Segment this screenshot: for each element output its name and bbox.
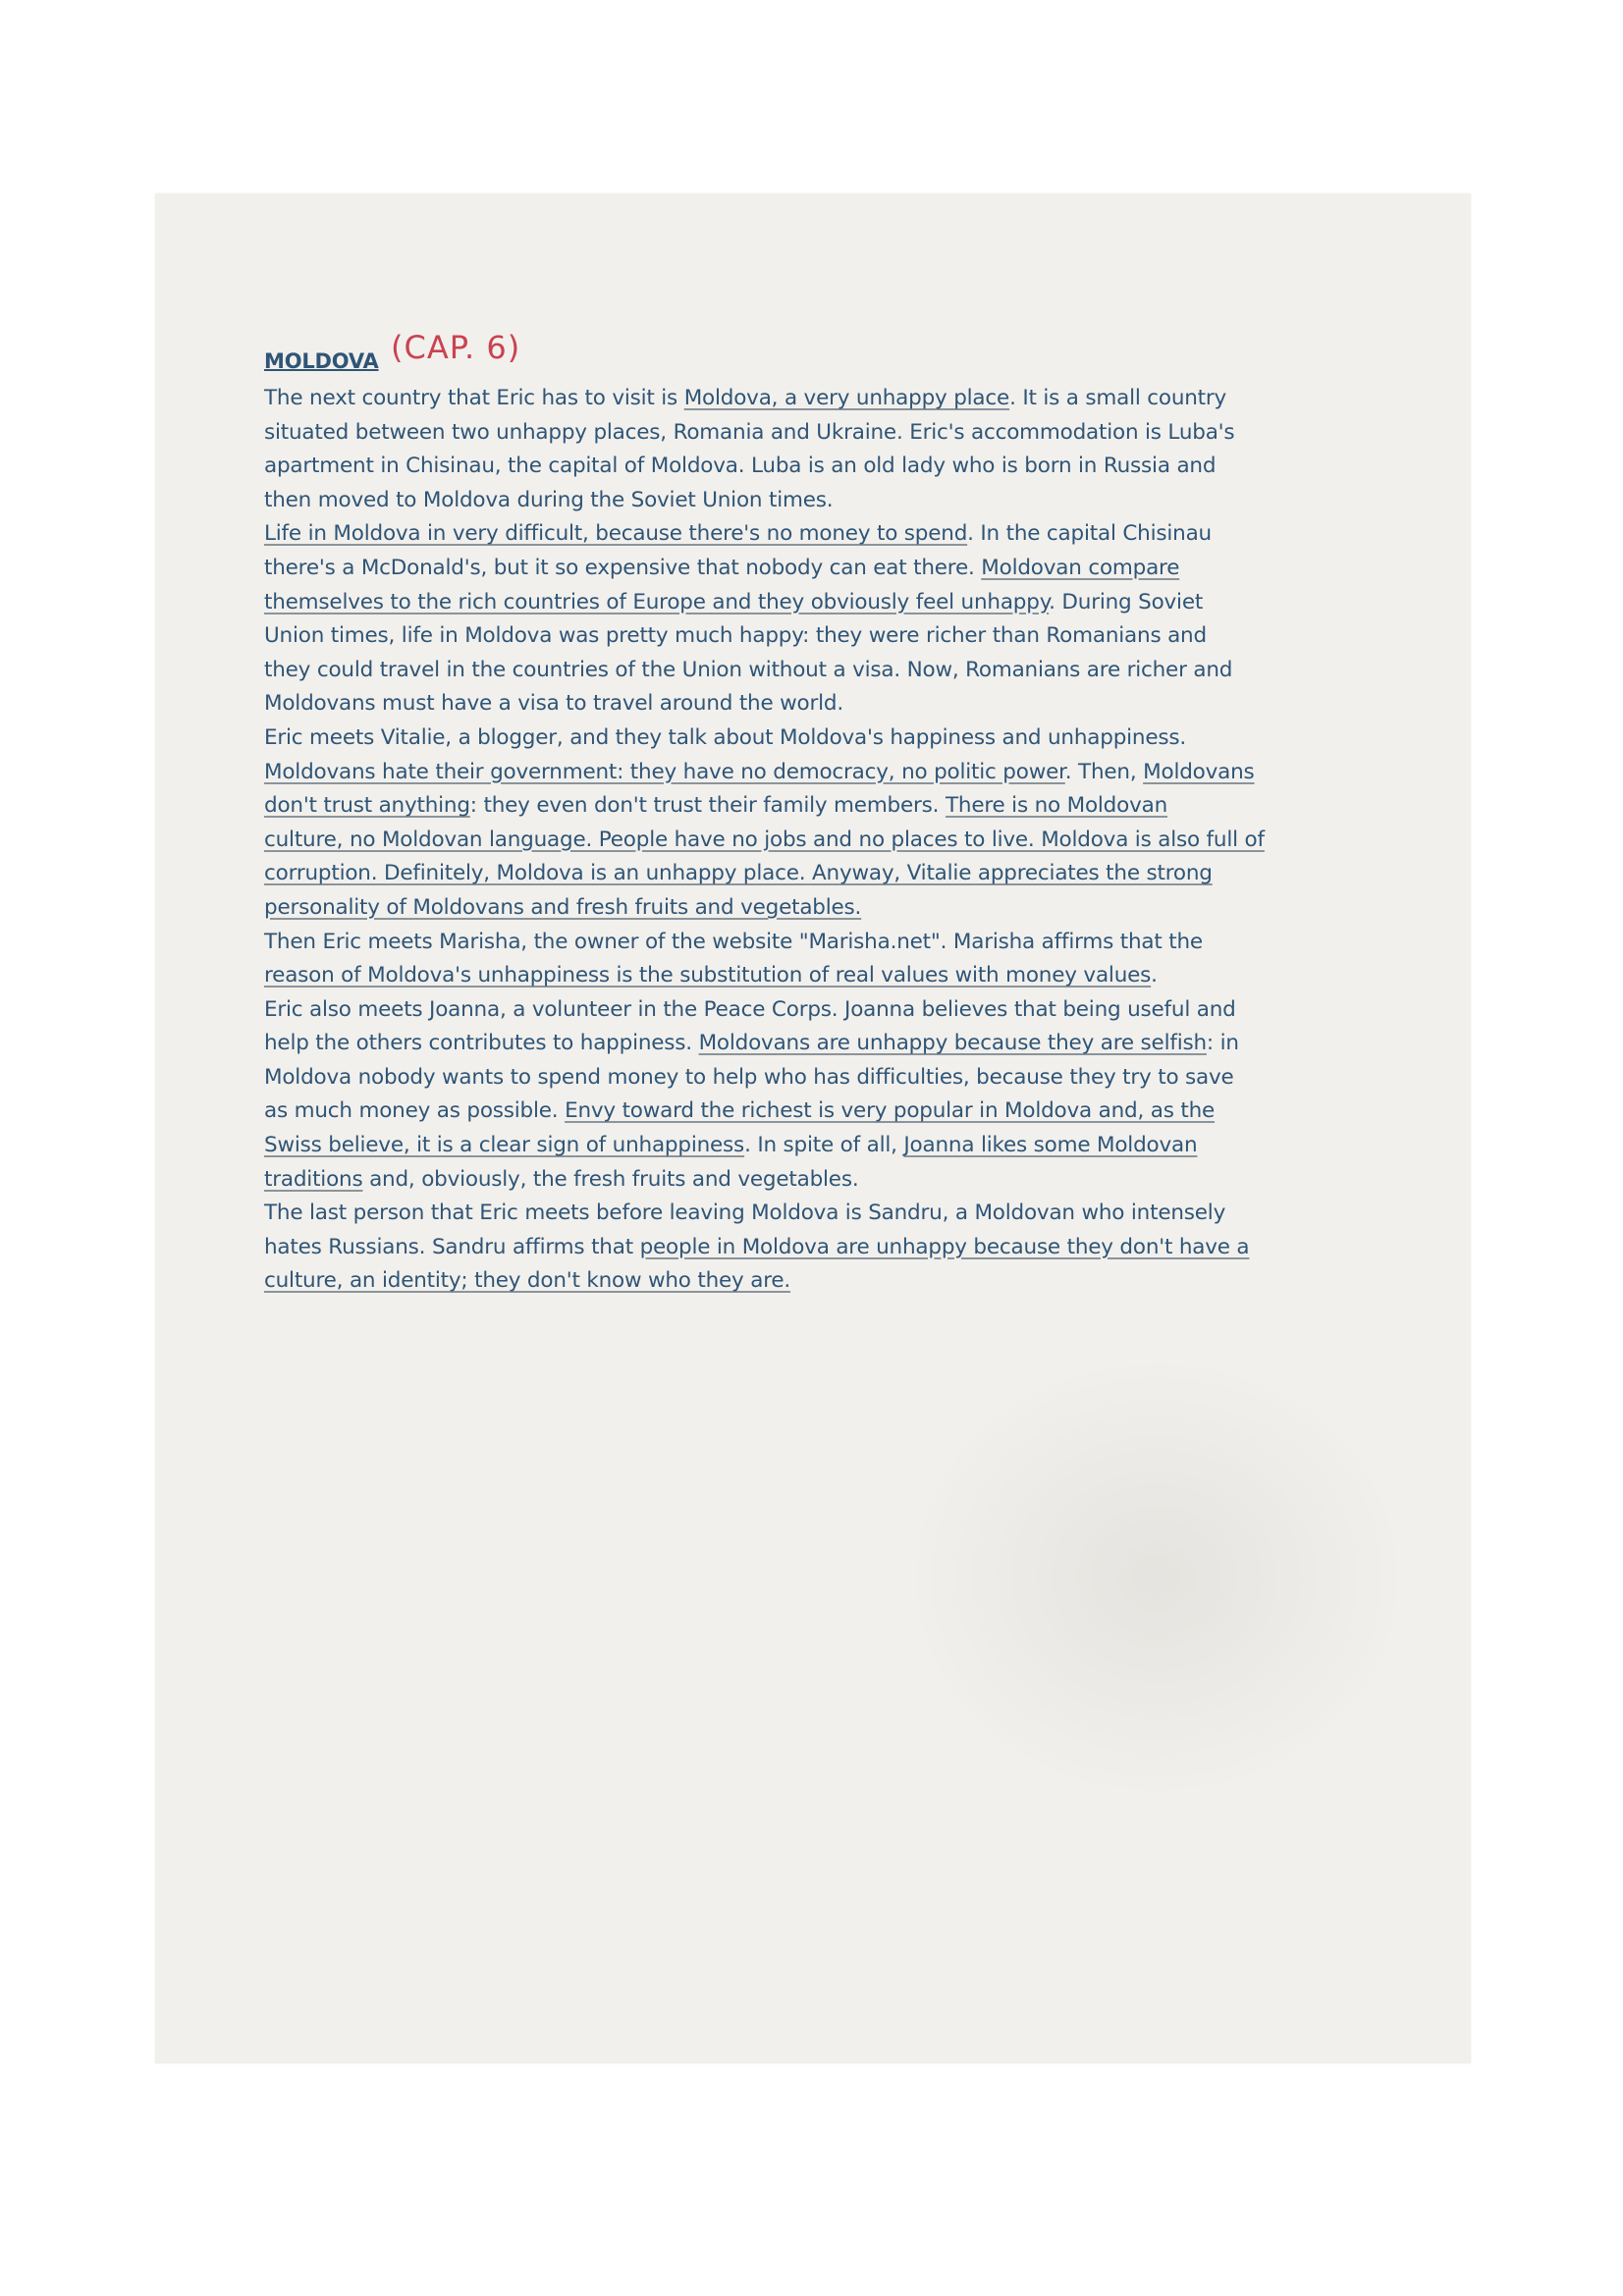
text-segment: Union times, life in Moldova was pretty much happy: they were richer than Romanians and (264, 623, 1207, 649)
text-segment: apartment in Chisinau, the capital of Moldova. Luba is an old lady who is born in Russia and (264, 454, 1217, 479)
text-line (264, 1264, 1471, 1299)
text-segment: they could travel in the countries of the Union without a visa. Now, Romanians are richer and (264, 657, 1233, 682)
text-segment: Moldovans must have a visa to travel around the world. (264, 691, 843, 717)
underlined-text: people in Moldova are unhappy because they don't have a (639, 1234, 1250, 1259)
text-line (264, 959, 1471, 993)
text-segment: : in (1206, 1031, 1239, 1056)
underlined-text: themselves to the rich countries of Europe and they obviously feel unhappy (264, 589, 1050, 614)
underlined-text: culture, an identity; they don't know who they are. (264, 1268, 791, 1294)
underlined-text: Moldovans hate their government: they have no democracy, no politic power (264, 759, 1065, 784)
underlined-text: Envy toward the richest is very popular in Moldova and, as the (565, 1098, 1216, 1124)
document-body (264, 329, 1471, 1299)
underlined-text: don't trust anything (264, 793, 470, 819)
text-line (264, 517, 1471, 552)
text-segment: : they even don't trust their family members. (469, 793, 946, 819)
underlined-text: Moldovan compare (981, 555, 1180, 580)
underlined-text: Life in Moldova in very difficult, because there's no money to spend (264, 521, 968, 547)
text-line (264, 824, 1471, 858)
text-line (264, 552, 1471, 586)
scanned-page (155, 193, 1471, 2063)
text-line (264, 654, 1471, 688)
underlined-text: Moldova, a very unhappy place (683, 386, 1010, 410)
text-line (264, 416, 1471, 451)
text-line (264, 721, 1471, 756)
underlined-text: There is no Moldovan (945, 793, 1167, 819)
heading-row (264, 329, 1471, 382)
text-segment: . It is a small country (1009, 386, 1227, 410)
text-segment: there's a McDonald's, but it so expensive that nobody can eat there. (264, 555, 982, 580)
text-line (264, 586, 1471, 620)
text-segment: then moved to Moldova during the Soviet Union times. (264, 487, 834, 512)
underlined-text: personality of Moldovans and fresh fruits and vegetables. (264, 894, 862, 920)
text-segment: . (1151, 963, 1158, 988)
underlined-text: traditions (264, 1166, 363, 1192)
text-segment: Moldova nobody wants to spend money to help who has difficulties, because they try to save (264, 1064, 1234, 1090)
handwritten-chapter-note: (CAP. 6) (391, 329, 521, 366)
text-segment: help the others contributes to happiness. (264, 1031, 699, 1056)
text-line (264, 756, 1471, 790)
underlined-text: Joanna likes some Moldovan (903, 1133, 1198, 1158)
text-segment: . During Soviet (1049, 589, 1204, 614)
text-segment: . In the capital Chisinau (967, 521, 1212, 547)
text-segment: Then Eric meets Marisha, the owner of the website "Marisha.net". Marisha affirms that the (264, 929, 1203, 954)
text-line (264, 1061, 1471, 1095)
text-line (264, 619, 1471, 654)
text-line (264, 484, 1471, 518)
text-line (264, 1027, 1471, 1061)
paper-smudge (901, 1352, 1412, 1803)
text-segment: . Then, (1064, 759, 1144, 784)
document-title: MOLDOVA (264, 349, 379, 373)
text-line (264, 891, 1471, 926)
text-line (264, 1163, 1471, 1198)
text-line (264, 993, 1471, 1028)
text-segment: Eric meets Vitalie, a blogger, and they talk about Moldova's happiness and unhappiness. (264, 724, 1187, 750)
text-segment: Eric also meets Joanna, a volunteer in the Peace Corps. Joanna believes that being useful and (264, 996, 1236, 1022)
text-line (264, 382, 1471, 416)
text-segment: The last person that Eric meets before leaving Moldova is Sandru, a Moldovan who intensely (264, 1201, 1226, 1226)
underlined-text: Moldovans (1143, 759, 1255, 784)
text-line (264, 1231, 1471, 1265)
text-line (264, 1095, 1471, 1129)
text-line (264, 1129, 1471, 1163)
text-line (264, 926, 1471, 960)
text-segment: The next country that Eric has to visit is (264, 386, 684, 410)
underlined-text: reason of Moldova's unhappiness is the substitution of real values with money values (264, 963, 1152, 988)
text-segment: as much money as possible. (264, 1098, 566, 1124)
text-line (264, 1197, 1471, 1231)
text-segment: and, obviously, the fresh fruits and vegetables. (362, 1166, 859, 1192)
text-segment: situated between two unhappy places, Romania and Ukraine. Eric's accommodation is Luba's (264, 419, 1235, 445)
underlined-text: Swiss believe, it is a clear sign of unhappiness (264, 1133, 745, 1158)
text-line (264, 789, 1471, 824)
underlined-text: culture, no Moldovan language. People have no jobs and no places to live. Moldova is also full of (264, 827, 1265, 852)
text-line (264, 687, 1471, 721)
text-line (264, 857, 1471, 891)
paragraph-lines (264, 382, 1471, 1299)
text-line (264, 450, 1471, 484)
underlined-text: corruption. Definitely, Moldova is an unhappy place. Anyway, Vitalie appreciates the strong (264, 861, 1213, 886)
text-segment: hates Russians. Sandru affirms that (264, 1234, 640, 1259)
underlined-text: Moldovans are unhappy because they are selfish (698, 1031, 1207, 1056)
text-segment: . In spite of all, (744, 1133, 904, 1158)
